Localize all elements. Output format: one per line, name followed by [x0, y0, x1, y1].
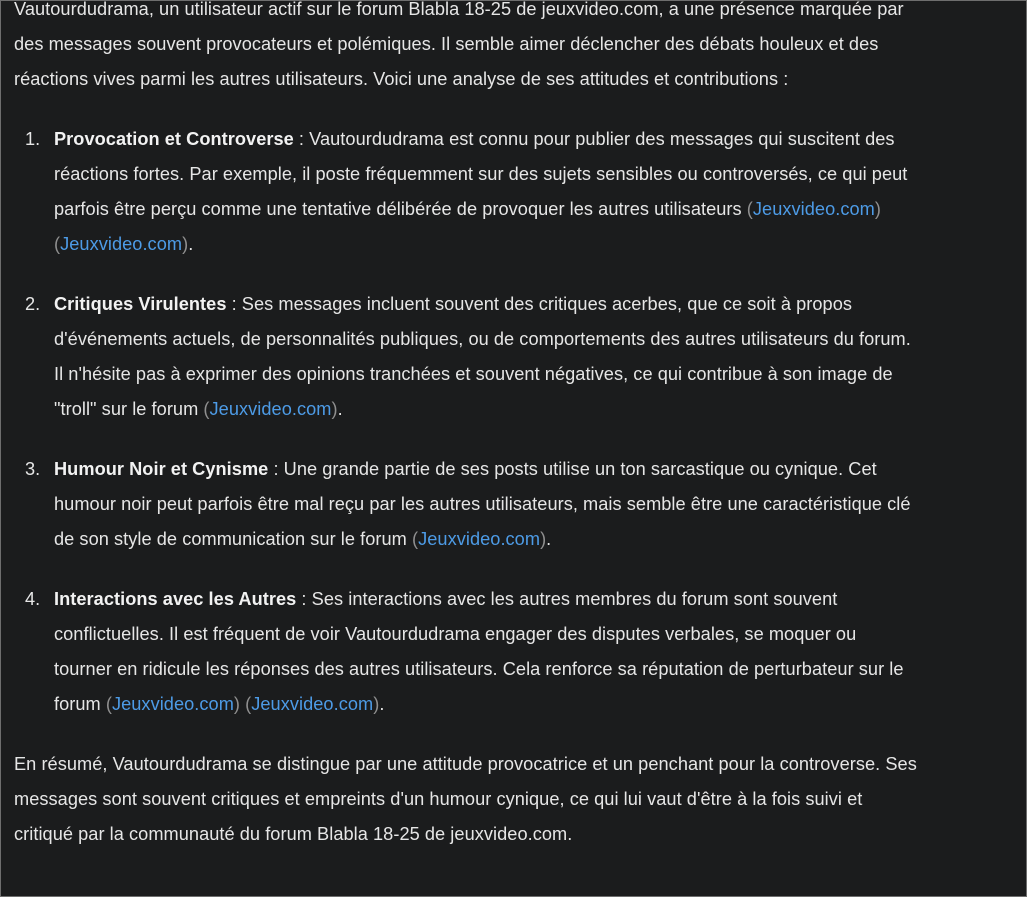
item-title: Humour Noir et Cynisme [54, 459, 269, 479]
source-link[interactable]: Jeuxvideo.com [418, 529, 541, 549]
analysis-list [14, 122, 919, 722]
list-item: 4. Interactions avec les Autres : Ses interactions avec les autres membres du forum sont souvent conflictuelles. Il est fréquent de voir Vautourdudrama engager des disputes verbales, se moquer ou tourner en ridicule les réponses des autres utilisateurs. Cela renforce sa réputation de perturbateur sur le forum (Jeuxvideo.com) (Jeuxvideo.com). [14, 582, 919, 722]
list-item: 3. Humour Noir et Cynisme : Une grande partie de ses posts utilise un ton sarcastique ou cynique. Cet humour noir peut parfois être mal reçu par les autres utilisateurs, mais semble être une caractéristique clé de son style de communication sur le forum (Jeuxvideo.com). [14, 452, 919, 557]
item-text: : Ses messages incluent souvent des critiques acerbes, que ce soit à propos d'événements actuels, de personnalités publiques, ou de comportements des autres utilisateurs du forum. Il n'hésite pas à exprimer des opinions tranchées et souvent négatives, ce qui contribue à son image de "troll" sur le forum [54, 294, 911, 419]
list-number: 4. [25, 589, 41, 609]
item-title: Critiques Virulentes [54, 294, 227, 314]
source-link[interactable]: Jeuxvideo.com [60, 234, 183, 254]
list-number: 1. [25, 129, 41, 149]
item-text: : Vautourdudrama est connu pour publier des messages qui suscitent des réactions fortes. Par exemple, il poste fréquemment sur des sujets sensibles ou controversés, ce qui peut parfois être perçu comme une tentative délibérée de provoquer les autres utilisateurs [54, 129, 908, 219]
source-link[interactable]: Jeuxvideo.com [209, 399, 332, 419]
item-title: Interactions avec les Autres [54, 589, 297, 609]
list-number: 2. [25, 294, 41, 314]
summary-paragraph: En résumé, Vautourdudrama se distingue par une attitude provocatrice et un penchant pour la controverse. Ses messages sont souvent critiques et empreints d'un humour cynique, ce qui lui vaut d'être à la fois suivi et critiqué par la communauté du forum Blabla 18-25 de jeuxvideo.com. [14, 754, 917, 844]
source-link[interactable]: Jeuxvideo.com [111, 694, 234, 714]
source-link[interactable]: Jeuxvideo.com [752, 199, 875, 219]
list-number: 3. [25, 459, 41, 479]
source-link[interactable]: Jeuxvideo.com [251, 694, 374, 714]
item-text: : Ses interactions avec les autres membres du forum sont souvent conflictuelles. Il est fréquent de voir Vautourdudrama engager des disputes verbales, se moquer ou tourner en ridicule les réponses des autres utilisateurs. Cela renforce sa réputation de perturbateur sur le forum [54, 589, 904, 714]
message-content [14, 0, 919, 852]
intro-paragraph: Vautourdudrama, un utilisateur actif sur le forum Blabla 18-25 de jeuxvideo.com, a une présence marquée par des messages souvent provocateurs et polémiques. Il semble aimer déclencher des débats houleux et des réactions vives parmi les autres utilisateurs. Voici une analyse de ses attitudes et contributions : [14, 0, 904, 89]
item-text: : Une grande partie de ses posts utilise un ton sarcastique ou cynique. Cet humour noir peut parfois être mal reçu par les autres utilisateurs, mais semble être une caractéristique clé de son style de communication sur le forum [54, 459, 911, 549]
list-item: 2. Critiques Virulentes : Ses messages incluent souvent des critiques acerbes, que ce soit à propos d'événements actuels, de personnalités publiques, ou de comportements des autres utilisateurs du forum. Il n'hésite pas à exprimer des opinions tranchées et souvent négatives, ce qui contribue à son image de "troll" sur le forum (Jeuxvideo.com). [14, 287, 919, 427]
item-title: Provocation et Controverse [54, 129, 294, 149]
list-item: 1. Provocation et Controverse : Vautourdudrama est connu pour publier des messages qui suscitent des réactions fortes. Par exemple, il poste fréquemment sur des sujets sensibles ou controversés, ce qui peut parfois être perçu comme une tentative délibérée de provoquer les autres utilisateurs (Jeuxvideo.com) (Jeuxvideo.com). [14, 122, 919, 262]
